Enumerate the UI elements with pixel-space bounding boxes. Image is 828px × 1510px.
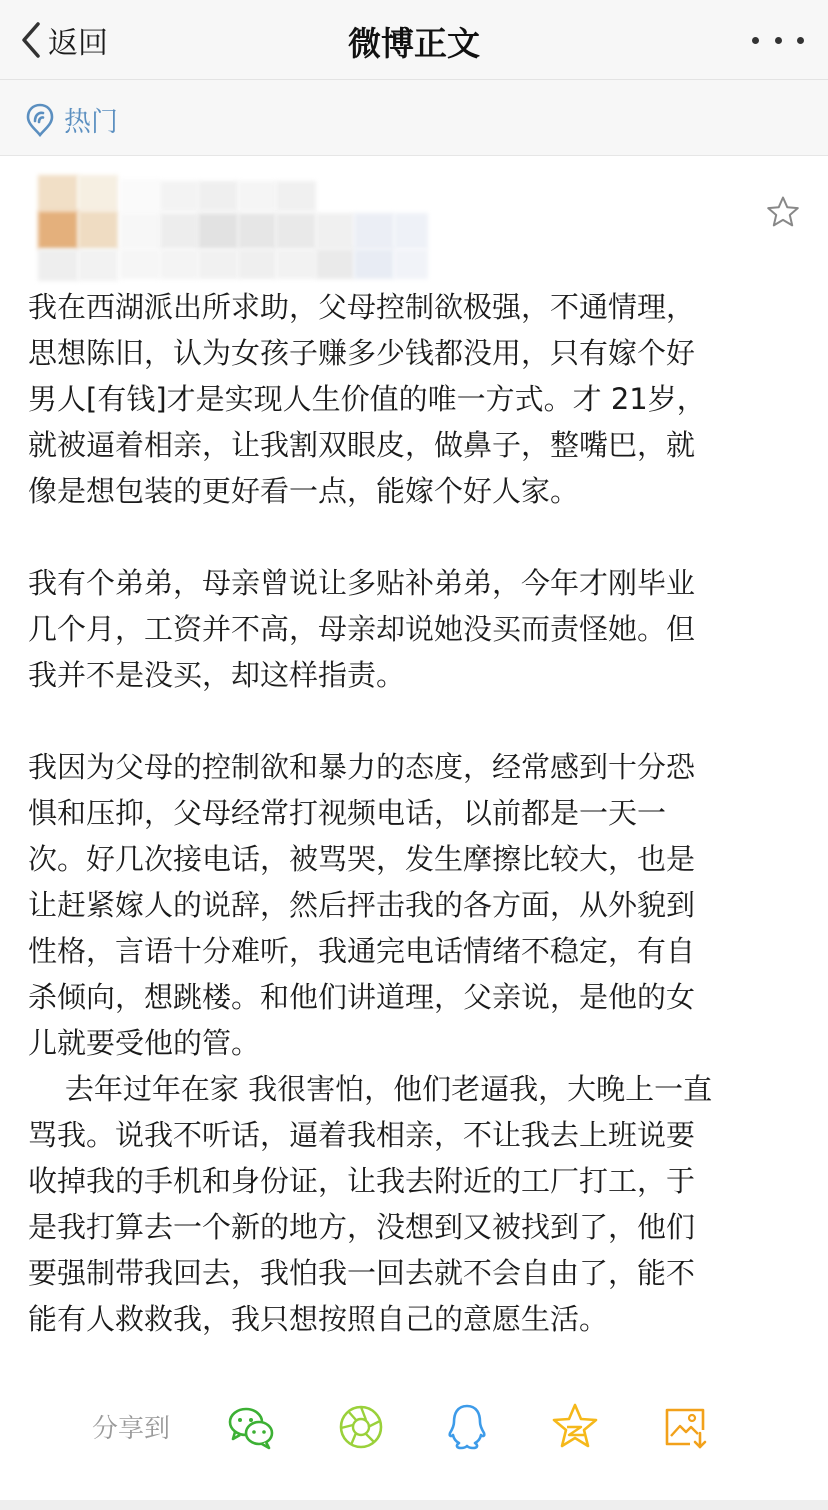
share-label: 分享到 — [92, 1414, 171, 1444]
share-bar — [0, 1390, 828, 1462]
hot-label: 热门 — [64, 107, 118, 138]
post-paragraph: 我因为父母的控制欲和暴力的态度，经常感到十分恐 惧和压抑，父母经常打视频电话，以前都是一天一 次。好几次接电话，被骂哭，发生摩擦比较大，也是 让赶紧嫁人的说辞，然后抨击我的各方面，从外貌到 性格，言语十分难听，我通完电话情绪不稳定，有自 杀倾向，想跳楼。和他们讲道理，父亲说，是他的女 儿就要受他的管。 去年过年在家 我很害怕，他们老逼我，大晚上一直 骂我。说我不听话，逼着我相亲，不让我去上班说要 收掉我的手机和身份证，让我去附近的工厂打工，于 是我打算去一个新的地方，没想到又被找到了，他们 要强制带我回去，我怕我一回去就不会自由了，能不 能有人救救我，我只想按照自己的意愿生活。 — [28, 750, 713, 1336]
bottom-divider — [0, 1500, 828, 1510]
post-header — [0, 157, 828, 277]
top-navbar — [0, 0, 828, 80]
star-outline-icon — [766, 195, 800, 229]
hot-location-icon — [26, 103, 54, 137]
favorite-button[interactable] — [766, 195, 800, 233]
qq-icon[interactable] — [442, 1402, 492, 1452]
moments-icon[interactable] — [336, 1402, 386, 1452]
back-label: 返回 — [48, 26, 108, 61]
post-paragraph: 我在西湖派出所求助，父母控制欲极强，不通情理， 思想陈旧，认为女孩子赚多少钱都没用，只有嫁个好 男人[有钱]才是实现人生价值的唯一方式。才 21岁， 就被逼着相亲，让我割双眼皮，做鼻子，整嘴巴，就 像是想包装的更好看一点，能嫁个好人家。 — [28, 290, 706, 508]
hot-tag[interactable] — [26, 100, 118, 139]
post-content — [28, 284, 808, 1342]
wechat-icon[interactable] — [226, 1402, 276, 1452]
more-dots-icon[interactable] — [752, 26, 804, 54]
save-image-icon[interactable] — [660, 1402, 710, 1452]
tag-bar — [0, 80, 828, 156]
post-paragraph: 我有个弟弟，母亲曾说让多贴补弟弟，今年才刚毕业 几个月，工资并不高，母亲却说她没买而责怪她。但 我并不是没买，却这样指责。 — [28, 566, 696, 692]
qzone-icon[interactable] — [550, 1402, 600, 1452]
page-title: 微博正文 — [348, 24, 480, 63]
